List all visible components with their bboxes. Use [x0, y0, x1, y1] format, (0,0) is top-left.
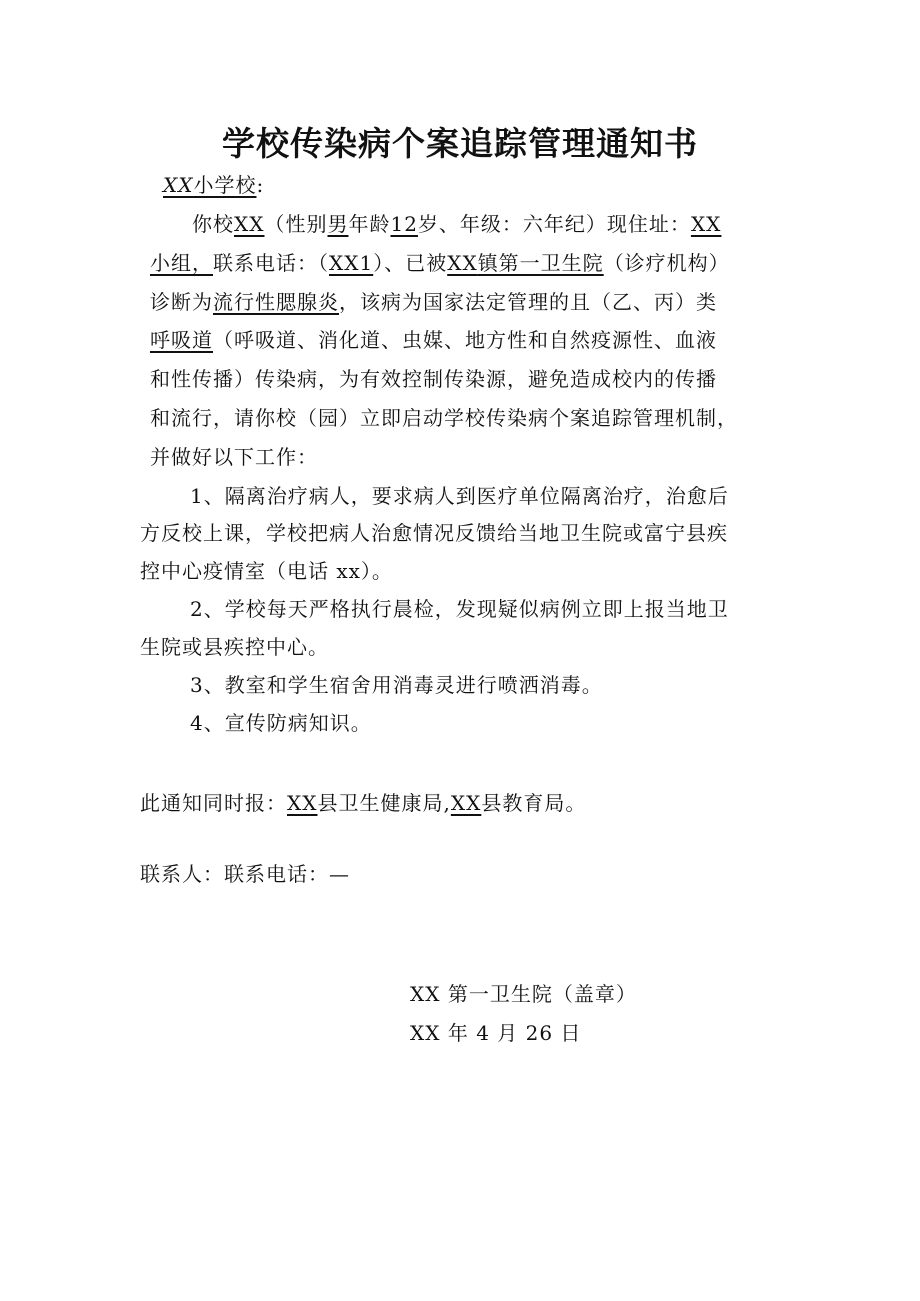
text: ）、已被 [373, 251, 448, 275]
text: ，该病为国家法定管理的且（乙、丙）类 [339, 290, 717, 314]
gender-value: 男 [327, 212, 349, 236]
body-line-6: 和流行，请你校（园）立即启动学校传染病个案追踪管理机制， [150, 406, 738, 430]
town-value: XX [447, 251, 478, 275]
address-value: XX [690, 212, 722, 236]
body-line-2 [150, 248, 730, 278]
salutation-colon: : [256, 173, 265, 197]
page-title: 学校传染病个案追踪管理通知书 [222, 124, 698, 163]
student-name: XX [234, 212, 265, 236]
body-line-1 [192, 209, 721, 239]
signature-org: XX 第一卫生院（盖章） [410, 982, 637, 1006]
item-2-line-2: 生院或县疾控中心。 [140, 635, 329, 659]
notify-line [140, 788, 586, 818]
text: 诊断为 [150, 290, 213, 314]
text: 此通知同时报： [140, 791, 287, 815]
diagnosis-value: 流行性腮腺炎 [213, 290, 339, 314]
item-2-line-1: 2、学校每天严格执行晨检，发现疑似病例立即上报当地卫 [190, 597, 729, 621]
text: （呼吸道、消化道、虫媒、地方性和自然疫源性、血液 [213, 328, 717, 352]
text: 岁、年级：六年纪）现住址： [417, 212, 691, 236]
school-name: XX [163, 173, 194, 197]
hospital-value: 镇第一卫生院 [477, 251, 604, 275]
item-3-line-1: 3、教室和学生宿舍用消毒灵进行喷洒消毒。 [190, 673, 603, 697]
phone-value: XX1 [329, 251, 374, 275]
text: （诊疗机构） [603, 251, 730, 275]
signature-date: XX 年 4 月 26 日 [410, 1021, 582, 1045]
item-1-line-3: 控中心疫情室（电话 xx）。 [140, 559, 393, 583]
item-1-line-1: 1、隔离治疗病人，要求病人到医疗单位隔离治疗，治愈后 [190, 484, 729, 508]
text: 县教育局。 [481, 791, 587, 815]
body-line-3 [150, 287, 717, 317]
county-value: XX [287, 791, 318, 815]
body-line-4 [150, 325, 717, 355]
salutation [163, 170, 264, 200]
item-4-line-1: 4、宣传防病知识。 [190, 711, 372, 735]
body-line-5: 和性传播）传染病，为有效控制传染源，避免造成校内的传播 [150, 367, 717, 391]
body-line-7: 并做好以下工作： [150, 445, 318, 469]
age-value: 12 [390, 212, 418, 236]
text: 年龄 [348, 212, 391, 236]
address-value-cont: 小组， [150, 251, 213, 275]
route-value: 呼吸道 [150, 328, 213, 352]
county-value: XX [450, 791, 482, 815]
text: 联系电话：（ [213, 251, 329, 275]
text: （性别 [264, 212, 328, 236]
school-suffix: 小学校 [193, 173, 257, 197]
text: 县卫生健康局, [317, 791, 451, 815]
contact-line: 联系人：联系电话：— [140, 862, 350, 886]
text: 你校 [192, 212, 234, 236]
item-1-line-2: 方反校上课，学校把病人治愈情况反馈给当地卫生院或富宁县疾 [140, 521, 728, 545]
